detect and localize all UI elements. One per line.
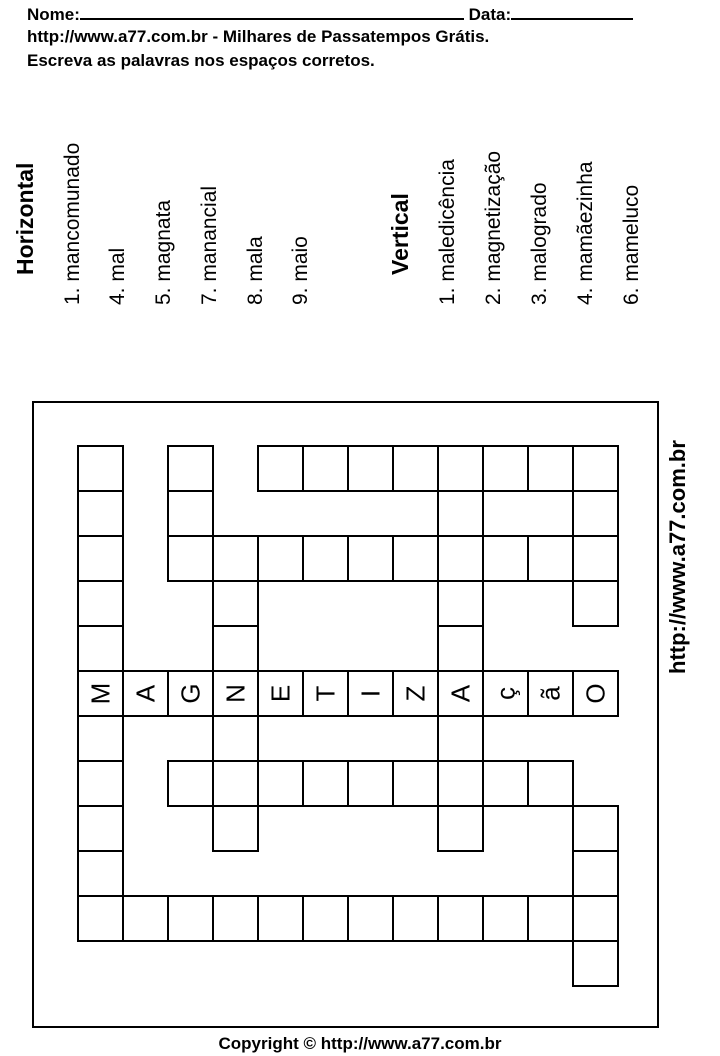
grid-cell[interactable]: [213, 581, 258, 626]
grid-cell[interactable]: [393, 896, 438, 941]
grid-cell[interactable]: [213, 626, 258, 671]
grid-cell[interactable]: [573, 491, 618, 536]
grid-cell[interactable]: [438, 761, 483, 806]
grid-cell[interactable]: [78, 446, 123, 491]
grid-cell[interactable]: [258, 446, 303, 491]
grid-cell[interactable]: [348, 536, 393, 581]
grid-cell[interactable]: [213, 896, 258, 941]
grid-cell[interactable]: [213, 761, 258, 806]
grid-cell[interactable]: [438, 581, 483, 626]
revealed-letter: T: [310, 685, 341, 702]
grid-cell[interactable]: [528, 896, 573, 941]
grid-cell[interactable]: [168, 491, 213, 536]
revealed-letter: A: [445, 684, 476, 703]
grid-cell[interactable]: [573, 536, 618, 581]
grid-cell[interactable]: [78, 806, 123, 851]
grid-cell[interactable]: [123, 896, 168, 941]
grid-cell[interactable]: [348, 896, 393, 941]
grid-cell[interactable]: [348, 446, 393, 491]
copyright-footer: Copyright © http://www.a77.com.br: [218, 1034, 502, 1053]
revealed-letter: G: [175, 683, 206, 704]
grid-cell[interactable]: [438, 626, 483, 671]
revealed-letter: N: [220, 684, 251, 703]
horizontal-title: Horizontal: [12, 162, 38, 275]
grid-cell[interactable]: [573, 581, 618, 626]
grid-cell[interactable]: [168, 536, 213, 581]
clue-item: 9. maio: [289, 236, 312, 305]
vertical-title: Vertical: [387, 193, 413, 275]
grid-cell[interactable]: [573, 851, 618, 896]
revealed-letter: I: [355, 689, 386, 698]
revealed-letter: ç: [490, 687, 521, 700]
grid-cell[interactable]: [438, 806, 483, 851]
grid-cell[interactable]: [303, 761, 348, 806]
grid-cell[interactable]: [573, 896, 618, 941]
grid-cell[interactable]: [483, 761, 528, 806]
grid-cell[interactable]: [78, 491, 123, 536]
grid-cell[interactable]: [393, 536, 438, 581]
grid-cell[interactable]: [78, 761, 123, 806]
clue-item: 6. mameluco: [620, 184, 643, 305]
grid-cell[interactable]: [438, 536, 483, 581]
grid-cell[interactable]: [213, 536, 258, 581]
grid-cell[interactable]: [78, 626, 123, 671]
grid-cell[interactable]: [438, 446, 483, 491]
clue-item: 2. magnetização: [482, 150, 505, 305]
revealed-letter: A: [130, 684, 161, 703]
clue-item: 1. maledicência: [436, 159, 459, 305]
grid-cell[interactable]: [258, 761, 303, 806]
grid-cell[interactable]: [483, 896, 528, 941]
grid-cell[interactable]: [303, 896, 348, 941]
grid-cell[interactable]: [303, 536, 348, 581]
grid-cell[interactable]: [483, 536, 528, 581]
revealed-letter: Z: [400, 685, 431, 702]
date-label: Data:: [468, 5, 512, 24]
grid-cell[interactable]: [438, 896, 483, 941]
grid-cell[interactable]: [438, 491, 483, 536]
side-url: http://www.a77.com.br: [665, 440, 690, 674]
grid-cell[interactable]: [528, 761, 573, 806]
clue-item: 8. mala: [244, 236, 267, 305]
grid-cell[interactable]: [168, 446, 213, 491]
name-label: Nome:: [27, 5, 80, 24]
clue-item: 1. mancomunado: [61, 142, 84, 305]
revealed-letter: M: [85, 682, 116, 705]
revealed-letter: ã: [535, 686, 566, 701]
grid-cell[interactable]: [78, 851, 123, 896]
clue-item: 5. magnata: [152, 199, 175, 305]
grid-cell[interactable]: [393, 446, 438, 491]
grid-cell[interactable]: [213, 716, 258, 761]
grid-cell[interactable]: [78, 536, 123, 581]
grid-cell[interactable]: [258, 896, 303, 941]
clue-item: 7. manancial: [198, 185, 221, 305]
clue-item: 3. malogrado: [528, 182, 551, 305]
grid-cell[interactable]: [573, 941, 618, 986]
grid-cell[interactable]: [168, 761, 213, 806]
grid-cell[interactable]: [393, 761, 438, 806]
clue-item: 4. mamãezinha: [574, 161, 597, 305]
grid-cell[interactable]: [528, 536, 573, 581]
grid-cell[interactable]: [528, 446, 573, 491]
revealed-letter: O: [580, 683, 611, 704]
revealed-letter: E: [265, 684, 296, 703]
grid-cell[interactable]: [438, 716, 483, 761]
grid-cell[interactable]: [348, 761, 393, 806]
grid-cell[interactable]: [573, 806, 618, 851]
grid-cell[interactable]: [168, 896, 213, 941]
instructions: Escreva as palavras nos espaços corretos.: [27, 51, 375, 70]
clue-item: 4. mal: [106, 247, 129, 305]
grid-cell[interactable]: [258, 536, 303, 581]
grid-cell[interactable]: [78, 896, 123, 941]
site-line: http://www.a77.com.br - Milhares de Passatempos Grátis.: [27, 27, 490, 46]
grid-cell[interactable]: [573, 446, 618, 491]
grid-cell[interactable]: [303, 446, 348, 491]
grid-cell[interactable]: [213, 806, 258, 851]
grid-cell[interactable]: [483, 446, 528, 491]
grid-cell[interactable]: [78, 716, 123, 761]
grid-cell[interactable]: [78, 581, 123, 626]
